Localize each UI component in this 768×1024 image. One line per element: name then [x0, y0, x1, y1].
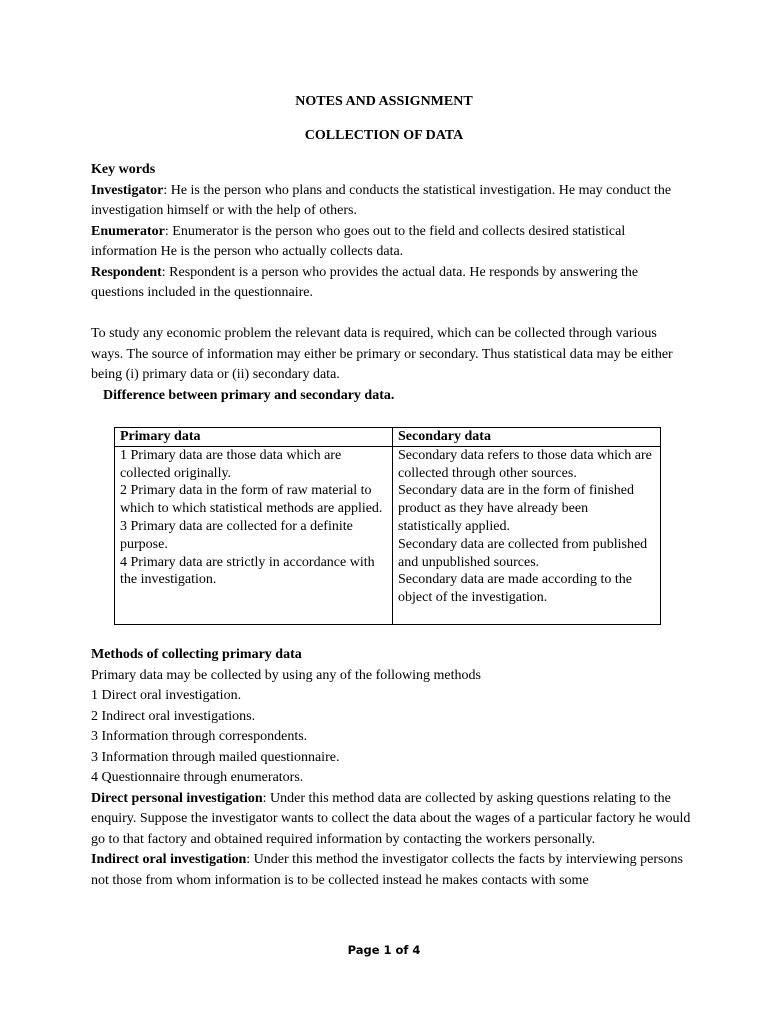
method-item: 4 Questionnaire through enumerators.: [91, 770, 304, 785]
respondent-term: Respondent: [91, 264, 162, 280]
comparison-table: [114, 427, 661, 625]
methods-intro: Primary data may be collected by using any of the following methods: [91, 667, 481, 683]
method-item: 1 Direct oral investigation.: [91, 688, 242, 703]
keywords-section: [91, 160, 691, 406]
primary-cell: [115, 446, 393, 624]
enumerator-term: Enumerator: [91, 223, 165, 239]
page-number: Page 1 of 4: [347, 943, 421, 957]
difference-heading: Difference between primary and secondary data.: [103, 387, 395, 403]
primary-point: 2 Primary data in the form of raw material to which to which statistical methods are applied.: [120, 483, 383, 517]
table-header-row: [115, 428, 661, 447]
intro-paragraph: To study any economic problem the relevant data is required, which can be collected through various ways. The source of information may either be primary or secondary. Thus statistical data may be either being (i) primary data or (ii) secondary data.: [91, 326, 673, 382]
keywords-heading: Key words: [91, 162, 156, 177]
secondary-point: Secondary data are in the form of finished product as they have already been statistically applied.: [398, 483, 634, 534]
enumerator-definition: [91, 222, 691, 263]
document-title: NOTES AND ASSIGNMENT: [295, 94, 473, 109]
indirect-term: Indirect oral investigation: [91, 852, 247, 867]
primary-point: 4 Primary data are strictly in accordance with the investigation.: [120, 554, 375, 588]
direct-term: Direct personal investigation: [91, 790, 263, 806]
primary-header: Primary data: [115, 428, 393, 447]
respondent-definition: [91, 263, 691, 304]
method-item: 3 Information through correspondents.: [91, 729, 308, 744]
direct-investigation-paragraph: [91, 789, 691, 851]
indirect-investigation-paragraph: [91, 850, 691, 891]
secondary-point: Secondary data are collected from published and unpublished sources.: [398, 536, 648, 570]
secondary-cell: [393, 446, 661, 624]
direct-text: : Under this method data are collected by asking questions relating to the enquiry. Suppose the investigator wants to collect the data about the wages of a particular factory he would go to that factory and obtained required information by contacting the workers personally.: [91, 790, 691, 847]
secondary-point: Secondary data refers to those data which are collected through other sources.: [398, 447, 652, 481]
primary-point: 3 Primary data are collected for a definite purpose.: [120, 518, 353, 552]
table-body-row: [115, 446, 661, 624]
enumerator-text: : Enumerator is the person who goes out to the field and collects desired statistical information He is the person who actually collects data.: [91, 223, 626, 259]
method-item: 2 Indirect oral investigations.: [91, 708, 256, 724]
methods-heading: Methods of collecting primary data: [91, 647, 302, 662]
method-item: 3 Information through mailed questionnaire.: [91, 749, 340, 765]
investigator-definition: [91, 181, 691, 222]
investigator-text: : He is the person who plans and conducts the statistical investigation. He may conduct the investigation himself or with the help of others.: [91, 182, 672, 218]
respondent-text: : Respondent is a person who provides the actual data. He responds by answering the questions included in the questionnaire.: [91, 264, 639, 300]
secondary-header: Secondary data: [393, 428, 661, 447]
investigator-term: Investigator: [91, 182, 164, 198]
primary-point: 1 Primary data are those data which are collected originally.: [120, 447, 342, 481]
methods-section: [91, 645, 691, 891]
secondary-point: Secondary data are made according to the object of the investigation.: [398, 572, 633, 606]
indirect-text: : Under this method the investigator collects the facts by interviewing persons not those from whom information is to be collected instead he makes contacts with some: [91, 852, 683, 888]
document-subtitle: COLLECTION OF DATA: [304, 128, 464, 143]
